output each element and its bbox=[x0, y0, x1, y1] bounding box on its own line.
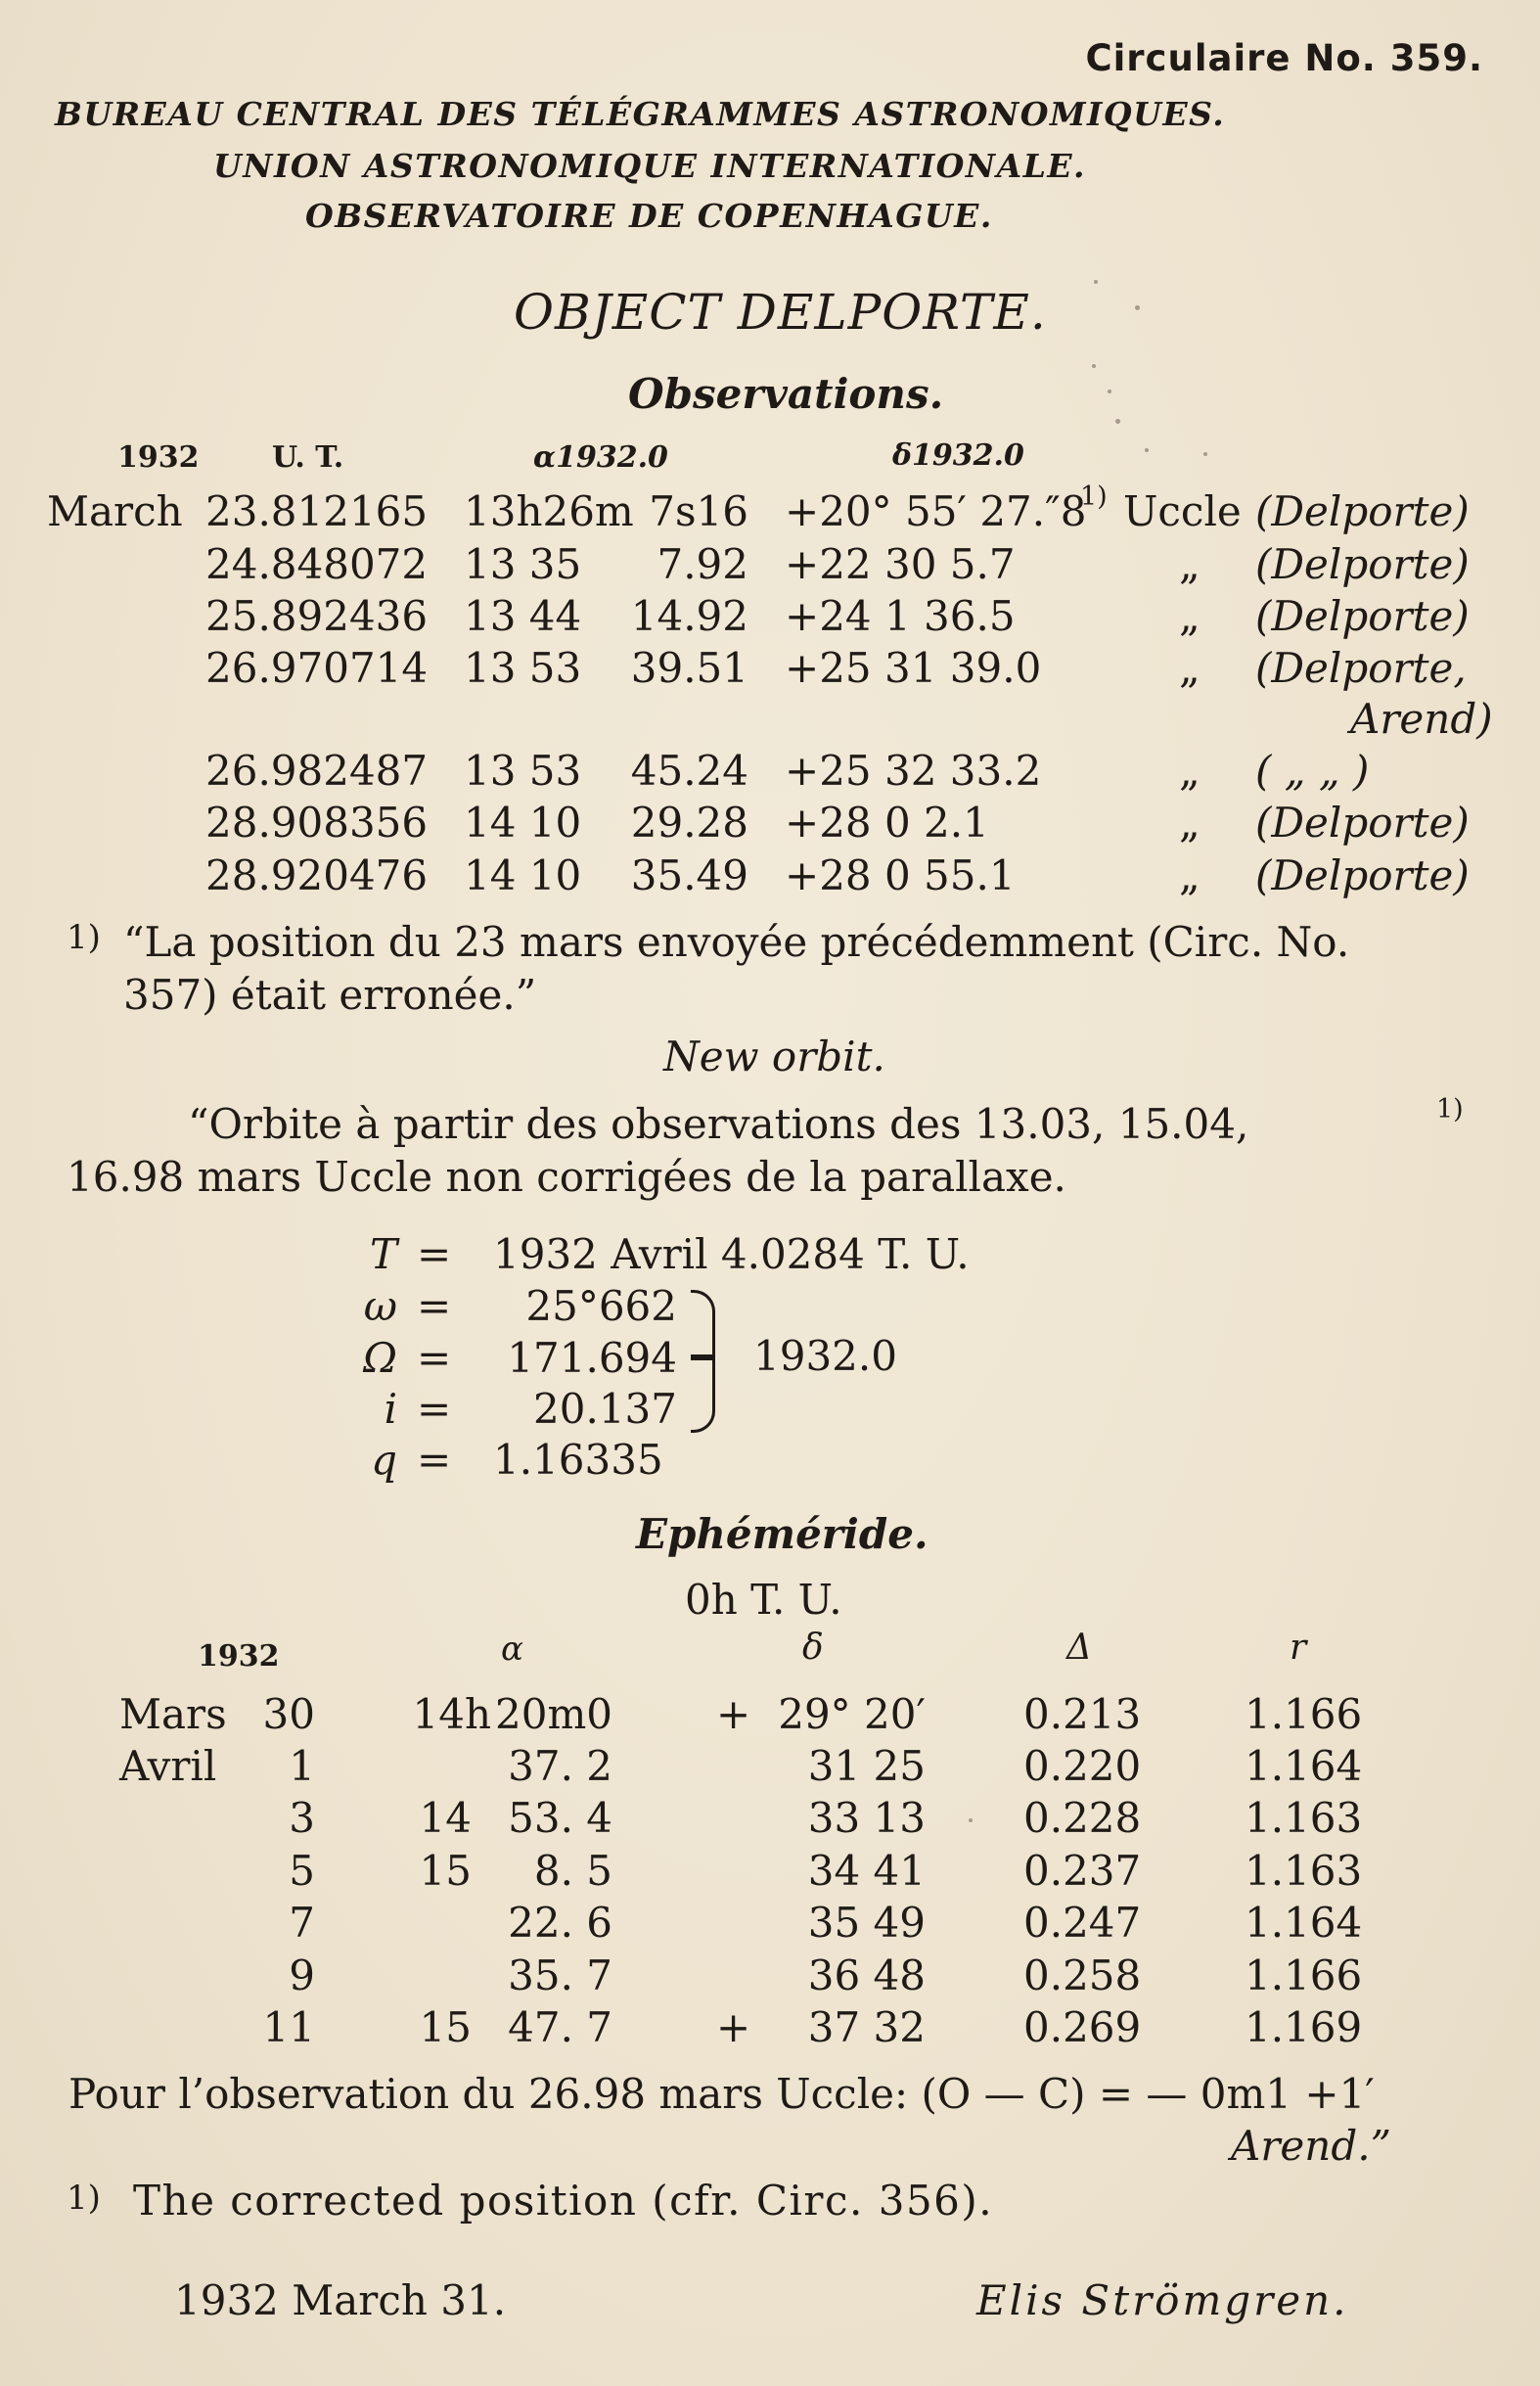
issue-date: 1932 March 31. bbox=[174, 2276, 507, 2324]
eph-dec: 37 32 bbox=[807, 2003, 926, 2051]
obs-place: Uccle bbox=[1123, 487, 1242, 535]
eph-day: 3 bbox=[289, 1794, 315, 1842]
eph-day: 5 bbox=[289, 1847, 315, 1895]
obs-place: „ bbox=[1179, 644, 1200, 692]
obs-observer-cont: Arend) bbox=[1350, 695, 1493, 743]
obs-ra-s: 7.92 bbox=[657, 540, 748, 588]
obs-dec: +24 1 36.5 bbox=[785, 592, 1016, 640]
obs-date: 26.982487 bbox=[205, 747, 429, 795]
obs-note-marker: 1) bbox=[1080, 482, 1108, 512]
obs-ra-s: 35.49 bbox=[630, 851, 748, 899]
obs-observer: (Delporte) bbox=[1255, 851, 1470, 899]
obs-dec: +28 0 55.1 bbox=[785, 851, 1016, 899]
eph-day: 7 bbox=[289, 1899, 315, 1947]
element-symbol: q bbox=[371, 1436, 397, 1484]
eph-dec-sign: + bbox=[716, 1690, 751, 1738]
eph-col-Delta: Δ bbox=[1066, 1628, 1092, 1668]
element-value: 20.137 bbox=[533, 1385, 677, 1433]
epoch-value: 1932.0 bbox=[753, 1332, 897, 1380]
eph-col-alpha: α bbox=[501, 1629, 523, 1669]
print-speck bbox=[1115, 419, 1120, 424]
obs-col-year: 1932 bbox=[117, 440, 200, 475]
obs-ra-hm: 13 53 bbox=[464, 644, 582, 692]
obs-dec: +22 30 5.7 bbox=[785, 540, 1016, 588]
eph-day: 9 bbox=[289, 1951, 315, 1999]
obs-ra-s: 29.28 bbox=[630, 799, 748, 847]
oc-author: Arend.” bbox=[1231, 2122, 1392, 2170]
element-symbol: i bbox=[384, 1385, 397, 1433]
obs-observer: (Delporte) bbox=[1255, 799, 1470, 847]
observations-heading: Observations. bbox=[628, 370, 944, 418]
eph-r: 1.166 bbox=[1245, 1951, 1363, 1999]
eph-month: Mars bbox=[119, 1690, 227, 1738]
print-speck bbox=[1135, 305, 1140, 310]
eph-dec: 31 25 bbox=[807, 1742, 926, 1790]
eph-ra-m: 35. 7 bbox=[508, 1951, 612, 1999]
footer-footnote-marker: 1) bbox=[67, 2179, 101, 2218]
eph-dec: 29° 20′ bbox=[778, 1690, 926, 1738]
union-line: UNION ASTRONOMIQUE INTERNATIONALE. bbox=[213, 147, 1087, 185]
obs-place: „ bbox=[1179, 540, 1200, 588]
element-value: 25°662 bbox=[525, 1282, 677, 1330]
print-speck bbox=[1094, 280, 1098, 284]
obs-observer: (Delporte, bbox=[1255, 644, 1467, 692]
obs-ra-s: 7s16 bbox=[649, 487, 748, 535]
print-speck bbox=[1092, 364, 1096, 368]
obs-ra-hm: 14 10 bbox=[464, 799, 582, 847]
obs-ra-hm: 13 44 bbox=[464, 592, 582, 640]
obs-place: „ bbox=[1179, 747, 1200, 795]
obs-dec: +25 32 33.2 bbox=[785, 747, 1042, 795]
obs-ra-s: 14.92 bbox=[630, 592, 748, 640]
eph-ra-m: 37. 2 bbox=[508, 1742, 612, 1790]
obs-footnote-line2: 357) était erronée.” bbox=[123, 971, 537, 1019]
eph-dec: 34 41 bbox=[807, 1847, 926, 1895]
element-symbol: T bbox=[369, 1230, 397, 1278]
eph-ra-h: 15 bbox=[419, 2003, 472, 2051]
eph-month: Avril bbox=[119, 1742, 217, 1790]
element-equals: = bbox=[417, 1334, 452, 1382]
eph-Delta: 0.258 bbox=[1023, 1951, 1142, 1999]
obs-date: 23.812165 bbox=[205, 487, 429, 535]
eph-dec-sign: + bbox=[716, 2003, 751, 2051]
eph-r: 1.169 bbox=[1245, 2003, 1363, 2051]
obs-ra-hm: 13 53 bbox=[464, 747, 582, 795]
eph-Delta: 0.220 bbox=[1023, 1742, 1142, 1790]
obs-ra-s: 39.51 bbox=[630, 644, 748, 692]
element-equals: = bbox=[417, 1436, 452, 1484]
element-equals: = bbox=[417, 1230, 452, 1278]
eph-r: 1.166 bbox=[1245, 1690, 1363, 1738]
eph-Delta: 0.237 bbox=[1023, 1847, 1142, 1895]
orbit-intro-marker: 1) bbox=[1436, 1094, 1464, 1124]
eph-r: 1.164 bbox=[1245, 1742, 1363, 1790]
ephemeris-subheading: 0h T. U. bbox=[685, 1576, 842, 1624]
obs-footnote-marker: 1) bbox=[67, 918, 101, 957]
eph-r: 1.163 bbox=[1245, 1847, 1363, 1895]
obs-ra-hm: 13 35 bbox=[464, 540, 582, 588]
eph-ra-m: 8. 5 bbox=[533, 1847, 612, 1895]
obs-dec: +25 31 39.0 bbox=[785, 644, 1042, 692]
element-value: 1.16335 bbox=[493, 1436, 663, 1484]
obs-ra-hm: 13h26m bbox=[464, 487, 634, 535]
print-speck bbox=[969, 1818, 973, 1822]
oc-line: Pour l’observation du 26.98 mars Uccle: (O — C) = — 0m1 +1′ bbox=[68, 2070, 1375, 2118]
element-symbol: ω bbox=[363, 1282, 397, 1330]
obs-date: 26.970714 bbox=[205, 644, 429, 692]
eph-day: 1 bbox=[289, 1742, 315, 1790]
orbit-intro-line2: 16.98 mars Uccle non corrigées de la parallaxe. bbox=[67, 1153, 1066, 1201]
obs-date: 28.908356 bbox=[205, 799, 429, 847]
epoch-brace-bottom bbox=[691, 1354, 715, 1433]
element-value: 171.694 bbox=[507, 1334, 677, 1382]
obs-dec: +28 0 2.1 bbox=[785, 799, 989, 847]
eph-day: 11 bbox=[262, 2003, 315, 2051]
obs-place: „ bbox=[1179, 592, 1200, 640]
element-value: 1932 Avril 4.0284 T. U. bbox=[493, 1230, 970, 1278]
eph-ra-h: 14h bbox=[412, 1690, 491, 1738]
obs-col-alpha: α1932.0 bbox=[533, 440, 668, 475]
eph-day: 30 bbox=[262, 1690, 315, 1738]
eph-dec: 33 13 bbox=[807, 1794, 926, 1842]
obs-ra-s: 45.24 bbox=[630, 747, 748, 795]
eph-ra-h: 15 bbox=[419, 1847, 472, 1895]
eph-col-year: 1932 bbox=[198, 1639, 280, 1674]
eph-ra-h: 14 bbox=[419, 1794, 472, 1842]
obs-date: 25.892436 bbox=[205, 592, 429, 640]
footer-footnote: The corrected position (cfr. Circ. 356). bbox=[133, 2177, 994, 2225]
page-title: OBJECT DELPORTE. bbox=[514, 284, 1047, 341]
epoch-brace-top bbox=[691, 1290, 715, 1360]
obs-ra-hm: 14 10 bbox=[464, 851, 582, 899]
orbit-heading: New orbit. bbox=[663, 1032, 885, 1080]
element-equals: = bbox=[417, 1385, 452, 1433]
eph-Delta: 0.228 bbox=[1023, 1794, 1142, 1842]
obs-observer: ( „ „ ) bbox=[1255, 747, 1370, 795]
eph-col-r: r bbox=[1290, 1628, 1307, 1668]
obs-dec: +20° 55′ 27.″8 bbox=[785, 487, 1087, 535]
print-speck bbox=[1203, 452, 1207, 456]
element-symbol: Ω bbox=[363, 1334, 397, 1382]
element-equals: = bbox=[417, 1282, 452, 1330]
obs-footnote-line1: “La position du 23 mars envoyée précédemment (Circ. No. bbox=[123, 918, 1350, 966]
obs-observer: (Delporte) bbox=[1255, 592, 1470, 640]
orbit-intro-line1: “Orbite à partir des observations des 13.03, 15.04, bbox=[188, 1100, 1249, 1148]
eph-dec: 36 48 bbox=[807, 1951, 926, 1999]
print-speck bbox=[1108, 390, 1111, 393]
eph-r: 1.163 bbox=[1245, 1794, 1363, 1842]
obs-date: 24.848072 bbox=[205, 540, 429, 588]
eph-ra-m: 47. 7 bbox=[508, 2003, 612, 2051]
eph-Delta: 0.247 bbox=[1023, 1899, 1142, 1947]
observatory-line: OBSERVATOIRE DE COPENHAGUE. bbox=[305, 197, 993, 235]
print-speck bbox=[1145, 448, 1149, 452]
eph-ra-m: 20m0 bbox=[495, 1690, 612, 1738]
eph-dec: 35 49 bbox=[807, 1899, 926, 1947]
obs-month: March bbox=[47, 487, 183, 535]
eph-col-delta: δ bbox=[802, 1628, 824, 1668]
obs-observer: (Delporte) bbox=[1255, 540, 1470, 588]
obs-col-delta: δ1932.0 bbox=[892, 438, 1024, 473]
obs-place: „ bbox=[1179, 799, 1200, 847]
eph-r: 1.164 bbox=[1245, 1899, 1363, 1947]
bureau-line: BUREAU CENTRAL DES TÉLÉGRAMMES ASTRONOMIQUES. bbox=[55, 95, 1226, 133]
signature: Elis Strömgren. bbox=[976, 2276, 1349, 2324]
eph-Delta: 0.213 bbox=[1023, 1690, 1142, 1738]
circular-number: Circulaire No. 359. bbox=[1085, 37, 1483, 79]
ephemeris-heading: Ephéméride. bbox=[636, 1510, 929, 1558]
obs-place: „ bbox=[1179, 851, 1200, 899]
obs-col-ut: U. T. bbox=[272, 440, 344, 475]
obs-observer: (Delporte) bbox=[1255, 487, 1470, 535]
eph-Delta: 0.269 bbox=[1023, 2003, 1142, 2051]
eph-ra-m: 53. 4 bbox=[508, 1794, 612, 1842]
obs-date: 28.920476 bbox=[205, 851, 429, 899]
eph-ra-m: 22. 6 bbox=[508, 1899, 612, 1947]
